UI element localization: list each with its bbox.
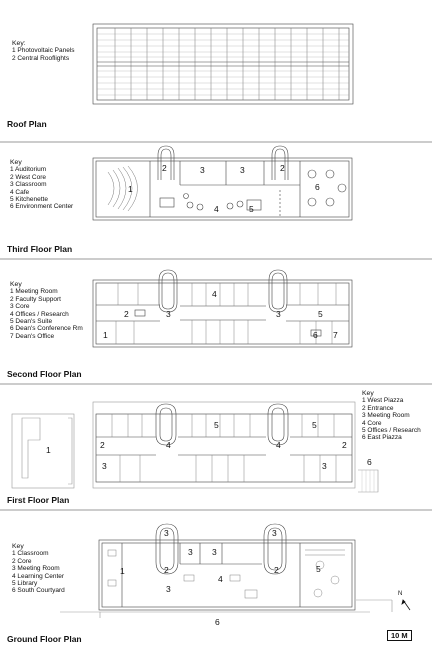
first-key-item: 6 East Piazza (362, 434, 402, 442)
scale-bar: 10 M (387, 630, 412, 641)
third-key-item: 5 Kitchenette (10, 196, 48, 204)
room-label: 1 (128, 184, 133, 194)
ground-key-item: 3 Meeting Room (12, 565, 60, 573)
ground-key-item: 1 Classroom (12, 550, 49, 558)
room-label: 5 (312, 420, 317, 430)
second-floor-key (10, 281, 83, 340)
roof-key-item: 1 Photovoltaic Panels (12, 47, 75, 55)
third-key-title: Key (10, 159, 22, 166)
second-key-title: Key (10, 281, 22, 288)
room-label: 3 (272, 528, 277, 538)
room-label: 2 (124, 309, 129, 319)
third-key-item: 1 Auditorium (10, 166, 47, 174)
roof-key-title: Key: (12, 40, 26, 47)
north-label: N (398, 591, 403, 597)
first-key-item: 5 Offices / Research (362, 427, 421, 435)
room-label: 7 (333, 330, 338, 340)
room-label: 1 (103, 330, 108, 340)
ground-key-title: Key (12, 543, 24, 550)
third-key-item: 6 Environment Center (10, 203, 74, 211)
room-label: 3 (212, 547, 217, 557)
ground-floor-drawing (60, 524, 392, 618)
room-label: 3 (188, 547, 193, 557)
ground-key-item: 6 South Courtyard (12, 587, 65, 595)
room-label: 5 (249, 204, 254, 214)
room-label: 6 (315, 182, 320, 192)
room-label: 4 (212, 289, 217, 299)
room-label: 3 (166, 584, 171, 594)
room-label: 3 (240, 165, 245, 175)
room-label: 1 (120, 566, 125, 576)
second-key-item: 3 Core (10, 303, 30, 311)
room-label: 2 (164, 565, 169, 575)
first-key-item: 1 West Piazza (362, 397, 404, 405)
room-label: 3 (102, 461, 107, 471)
first-key-item: 3 Meeting Room (362, 412, 410, 420)
room-label: 6 (367, 457, 372, 467)
room-label: 2 (280, 163, 285, 173)
first-key-title: Key (362, 390, 374, 397)
ground-key-item: 5 Library (12, 580, 38, 588)
room-label: 2 (100, 440, 105, 450)
room-label: 4 (276, 440, 281, 450)
third-floor-title: Third Floor Plan (7, 244, 73, 254)
room-label: 4 (218, 574, 223, 584)
third-floor-key (10, 159, 73, 211)
roof-key-item: 2 Central Rooflights (12, 54, 70, 62)
room-label: 3 (166, 309, 171, 319)
room-label: 5 (214, 420, 219, 430)
room-label: 6 (313, 330, 318, 340)
second-key-item: 4 Offices / Research (10, 310, 69, 318)
second-floor-title: Second Floor Plan (7, 369, 82, 379)
roof-key (12, 40, 75, 62)
room-label: 4 (166, 440, 171, 450)
third-key-item: 4 Cafe (10, 188, 30, 196)
first-key-item: 2 Entrance (362, 404, 394, 412)
ground-key-item: 4 Learning Center (12, 572, 65, 580)
first-floor-drawing (12, 402, 378, 492)
third-key-item: 3 Classroom (10, 181, 47, 189)
first-floor-title: First Floor Plan (7, 495, 70, 505)
room-label: 3 (200, 165, 205, 175)
second-key-item: 5 Dean's Suite (10, 318, 53, 326)
second-key-item: 1 Meeting Room (10, 288, 58, 296)
ground-floor-key (12, 543, 65, 595)
room-label: 2 (274, 565, 279, 575)
roof-plan-drawing (93, 24, 353, 104)
room-label: 5 (318, 309, 323, 319)
ground-floor-title: Ground Floor Plan (7, 634, 82, 644)
roof-plan-title: Roof Plan (7, 119, 47, 129)
room-label: 3 (276, 309, 281, 319)
room-label: 2 (342, 440, 347, 450)
second-key-item: 2 Faculty Support (10, 295, 61, 303)
room-label: 2 (162, 163, 167, 173)
third-floor-drawing (93, 146, 352, 220)
first-key-item: 4 Core (362, 419, 382, 427)
north-arrow (402, 600, 410, 610)
room-label: 6 (215, 617, 220, 627)
room-label: 4 (214, 204, 219, 214)
ground-key-item: 2 Core (12, 557, 32, 565)
first-floor-key (362, 390, 421, 442)
room-label: 3 (322, 461, 327, 471)
third-key-item: 2 West Core (10, 173, 47, 181)
second-key-item: 7 Dean's Office (10, 332, 55, 340)
room-label: 3 (164, 528, 169, 538)
second-key-item: 6 Dean's Conference Rm (10, 325, 83, 333)
room-label: 5 (316, 564, 321, 574)
room-label: 1 (46, 445, 51, 455)
